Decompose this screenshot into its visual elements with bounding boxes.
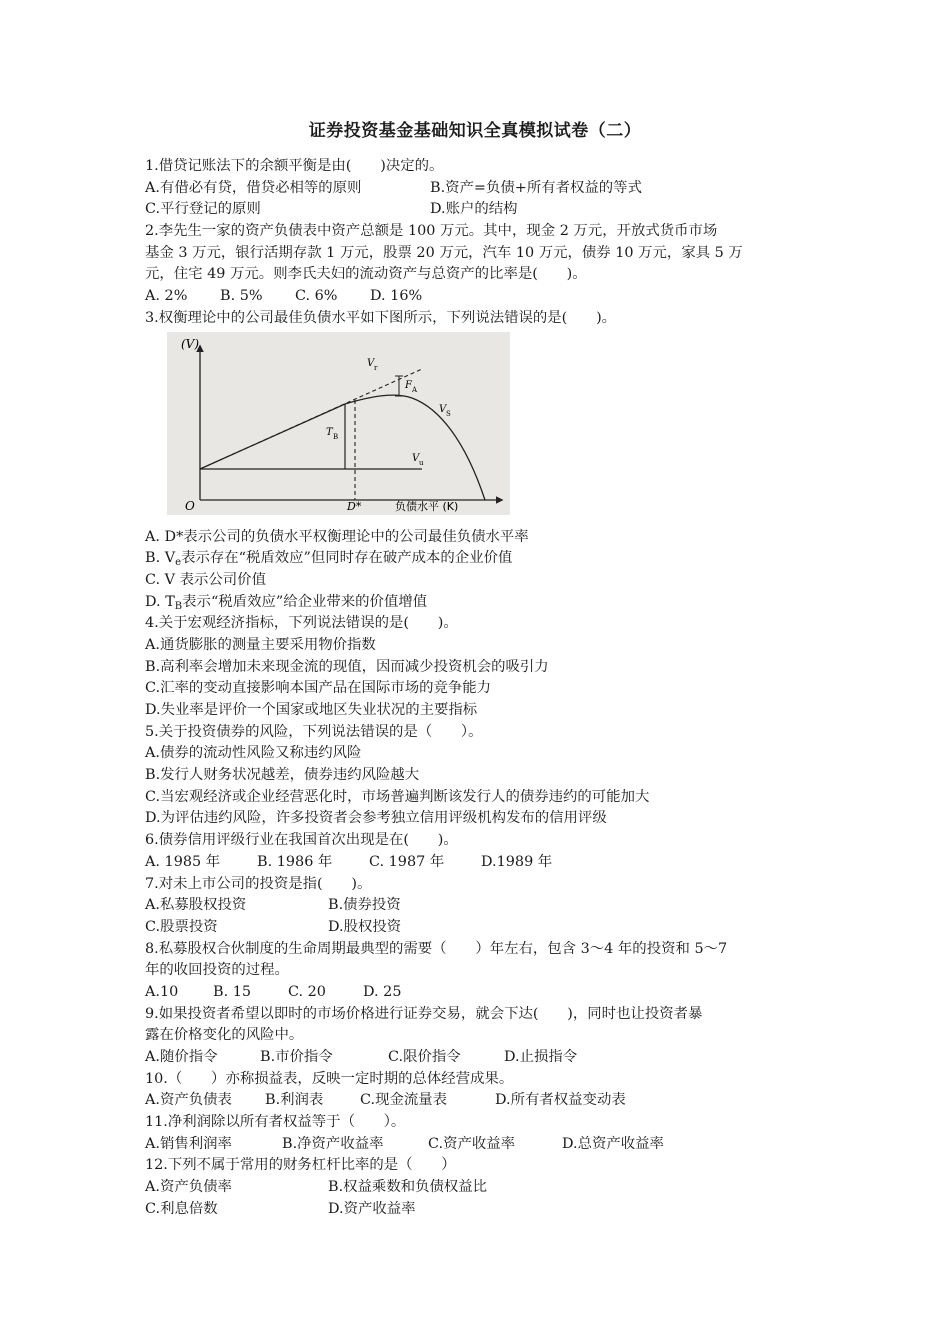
origin-label: O [185, 498, 195, 513]
y-axis-label: (V) [181, 336, 200, 351]
option-b: B.市价指令 [260, 1049, 333, 1065]
option-d: D.资产收益率 [328, 1200, 416, 1217]
option-a: A.通货膨胀的测量主要采用物价指数 [145, 636, 376, 653]
option-d: D.股权投资 [328, 918, 402, 935]
option-a: A.有借必有贷，借贷必相等的原则 [145, 179, 362, 196]
option-a: A.资产负债表 [145, 1092, 232, 1109]
option-a: A.资产负债率 [145, 1179, 232, 1196]
vs-label: V [439, 403, 447, 415]
option-d: D.1989 年 [481, 853, 553, 870]
question-12 [145, 1155, 815, 1220]
option-b: B.高利率会增加未来现金流的现值，因而减少投资机会的吸引力 [145, 658, 549, 675]
question-stem: 5.关于投资债券的风险，下列说法错误的是（ ）。 [145, 723, 483, 740]
question-stem: 8.私募股权合伙制度的生命周期最典型的需要（ ）年左右，包含 3～4 年的投资和 5～7 [145, 940, 728, 957]
question-6 [145, 830, 815, 873]
option-b: B.发行人财务状况越差，债券违约风险越大 [145, 767, 420, 784]
question-10 [145, 1069, 815, 1112]
option-a: A.私募股权投资 [145, 897, 247, 914]
tb-label: T [326, 426, 333, 438]
question-stem: 1.借贷记账法下的余额平衡是由( )决定的。 [145, 158, 444, 174]
option-d: D.止损指令 [504, 1049, 578, 1065]
option-d: D.失业率是评价一个国家或地区失业状况的主要指标 [145, 702, 478, 718]
option-a: A. D*表示公司的负债水平权衡理论中的公司最佳负债水平率 [145, 528, 529, 545]
page-title: 证券投资基金基础知识全真模拟试卷（二） [308, 121, 642, 141]
option-c: C.当宏观经济或企业经营恶化时，市场普遍判断该发行人的债券违约的可能加大 [145, 788, 650, 805]
question-stem: 基金 3 万元，银行活期存款 1 万元，股票 20 万元，汽车 10 万元，债券 10 万元，家具 5 万 [145, 244, 743, 261]
option-b: B.利润表 [265, 1092, 324, 1109]
option-c: C. 20 [288, 983, 326, 1000]
question-stem: 年的收回投资的过程。 [145, 962, 289, 979]
question-stem: 2.李先生一家的资产负债表中资产总额是 100 万元。其中，现金 2 万元，开放式货币市场 [145, 223, 718, 240]
question-stem: 11.净利润除以所有者权益等于（ ）。 [145, 1114, 406, 1131]
option-c: C.限价指令 [388, 1049, 461, 1065]
question-4 [145, 613, 815, 721]
tb-sub: B [333, 432, 339, 441]
question-stem: 10.（ ）亦称损益表，反映一定时期的总体经营成果。 [145, 1070, 514, 1087]
option-c: C.平行登记的原则 [145, 201, 261, 218]
fa-label: F [405, 379, 412, 391]
option-a: A.10 [145, 983, 179, 1000]
option-c: C.利息倍数 [145, 1200, 218, 1217]
option-c: C.现金流量表 [360, 1092, 448, 1109]
question-stem: 露在价格变化的风险中。 [145, 1027, 304, 1044]
option-b: B. 1986 年 [257, 853, 333, 870]
option-b: B. 5% [220, 288, 263, 305]
v-top-sub: r [374, 363, 378, 372]
question-5 [145, 722, 815, 830]
question-1 [145, 156, 815, 221]
option-c: C. V 表示公司价值 [145, 571, 266, 588]
question-2 [145, 221, 815, 308]
option-c: C. 6% [295, 288, 338, 305]
question-3 [145, 308, 815, 613]
option-b: B.权益乘数和负债权益比 [328, 1179, 488, 1196]
question-stem: 7.对未上市公司的投资是指( )。 [145, 875, 372, 892]
question-stem: 12.下列不属于常用的财务杠杆比率的是（ ） [145, 1157, 456, 1174]
question-stem: 3.权衡理论中的公司最佳负债水平如下图所示，下列说法错误的是( )。 [145, 309, 617, 326]
question-stem: 9.如果投资者希望以即时的市场价格进行证券交易，就会下达( )，同时也让投资者暴 [145, 1005, 703, 1022]
option-a: A.随价指令 [145, 1049, 218, 1065]
fa-sub: A [412, 385, 418, 394]
option-d: D.账户的结构 [430, 201, 518, 218]
option-c: C.汇率的变动直接影响本国产品在国际市场的竞争能力 [145, 680, 492, 697]
option-b: B.净资产收益率 [282, 1135, 384, 1152]
question-9 [145, 1004, 815, 1069]
option-c: C. 1987 年 [369, 853, 445, 870]
tradeoff-figure [167, 332, 510, 515]
tradeoff-diagram [167, 332, 510, 515]
question-11 [145, 1112, 815, 1155]
option-b: B. 15 [213, 983, 252, 1000]
option-c: C.资产收益率 [428, 1135, 516, 1152]
option-a: A.债券的流动性风险又称违约风险 [145, 745, 362, 762]
option-c: C.股票投资 [145, 918, 218, 935]
question-stem: 4.关于宏观经济指标，下列说法错误的是( )。 [145, 615, 458, 632]
question-7 [145, 874, 815, 939]
d-star-label: D* [347, 499, 362, 513]
option-d: D.为评估违约风险，许多投资者会参考独立信用评级机构发布的信用评级 [145, 810, 607, 827]
question-list [145, 156, 815, 1221]
option-a: A. 1985 年 [145, 853, 221, 870]
option-b: B.资产=负债+所有者权益的等式 [430, 179, 642, 196]
x-axis-label: 负债水平 (K) [395, 499, 459, 513]
option-d: D.总资产收益率 [562, 1135, 664, 1152]
option-a: A.销售利润率 [145, 1135, 232, 1152]
option-a: A. 2% [145, 288, 188, 305]
option-d: D. 16% [370, 288, 423, 305]
question-stem: 元，住宅 49 万元。则李氏夫妇的流动资产与总资产的比率是( )。 [145, 266, 587, 283]
question-stem: 6.债券信用评级行业在我国首次出现是在( )。 [145, 832, 458, 849]
option-d: D. $T_B$表示“税盾效应”给企业带来的价值增值 [145, 593, 428, 612]
option-b: B. $V_e$表示存在“税盾效应”但同时存在破产成本的企业价值 [145, 550, 513, 569]
option-b: B.债券投资 [328, 897, 401, 914]
option-d: D.所有者权益变动表 [495, 1092, 626, 1109]
vu-label: V [412, 452, 420, 464]
question-8 [145, 939, 815, 1004]
vs-sub: S [446, 409, 451, 418]
vu-sub: u [419, 458, 424, 467]
v-top-label: V [367, 357, 375, 369]
option-d: D. 25 [363, 983, 402, 1000]
